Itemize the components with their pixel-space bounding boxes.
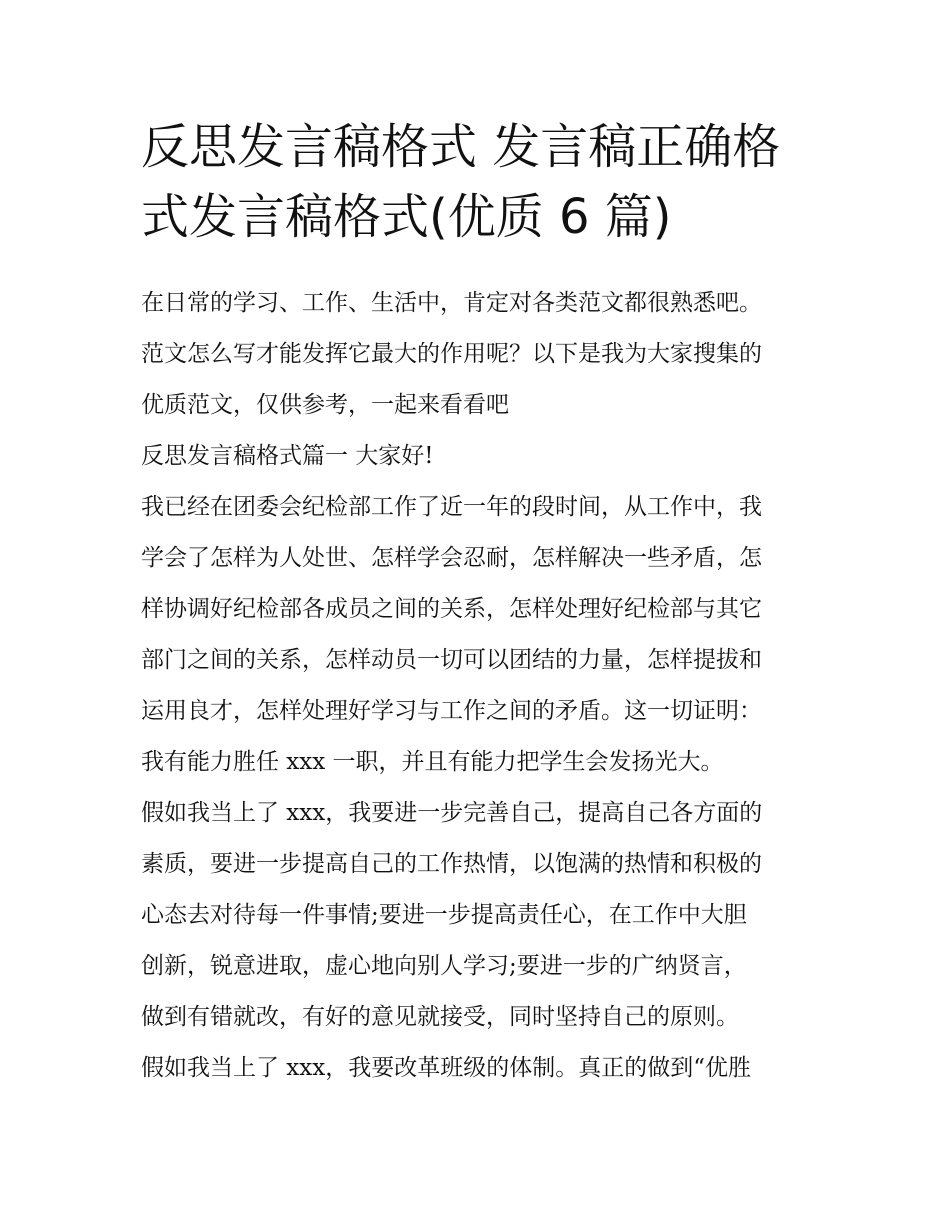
text-line: 学会了怎样为人处世、怎样学会忍耐，怎样解决一些矛盾，怎: [141, 545, 762, 571]
text-line: 范文怎么写才能发挥它最大的作用呢？以下是我为大家搜集的: [141, 341, 762, 367]
text-line: 样协调好纪检部各成员之间的关系，怎样处理好纪检部与其它: [141, 596, 762, 622]
text-line: 部门之间的关系，怎样动员一切可以团结的力量，怎样提拔和: [141, 647, 762, 673]
title-line: 式发言稿格式(优质 6 篇): [141, 189, 672, 245]
text-line: 做到有错就改，有好的意见就接受，同时坚持自己的原则。: [141, 1004, 739, 1030]
title-line: 反思发言稿格式 发言稿正确格: [141, 119, 781, 175]
document-title: [141, 112, 821, 252]
text-line: 我有能力胜任 xxx 一职，并且有能力把学生会发扬光大。: [141, 749, 724, 775]
text-line: 优质范文，仅供参考，一起来看看吧: [141, 392, 509, 418]
text-line: 假如我当上了 xxx，我要改革班级的体制。真正的做到“优胜: [141, 1055, 751, 1081]
text-line: 在日常的学习、工作、生活中，肯定对各类范文都很熟悉吧。: [141, 290, 762, 316]
text-line: 运用良才，怎样处理好学习与工作之间的矛盾。这一切证明：: [141, 698, 762, 724]
text-line: 我已经在团委会纪检部工作了近一年的段时间，从工作中，我: [141, 494, 762, 520]
section-heading: 反思发言稿格式篇一 大家好!: [141, 443, 434, 469]
text-line: 假如我当上了 xxx，我要进一步完善自己，提高自己各方面的: [141, 800, 763, 826]
text-line: 素质，要进一步提高自己的工作热情，以饱满的热情和积极的: [141, 851, 762, 877]
document-body: [141, 278, 841, 1094]
text-line: 创新，锐意进取，虚心地向别人学习;要进一步的广纳贤言，: [141, 953, 747, 979]
text-line: 心态去对待每一件事情;要进一步提高责任心，在工作中大胆: [141, 902, 747, 928]
